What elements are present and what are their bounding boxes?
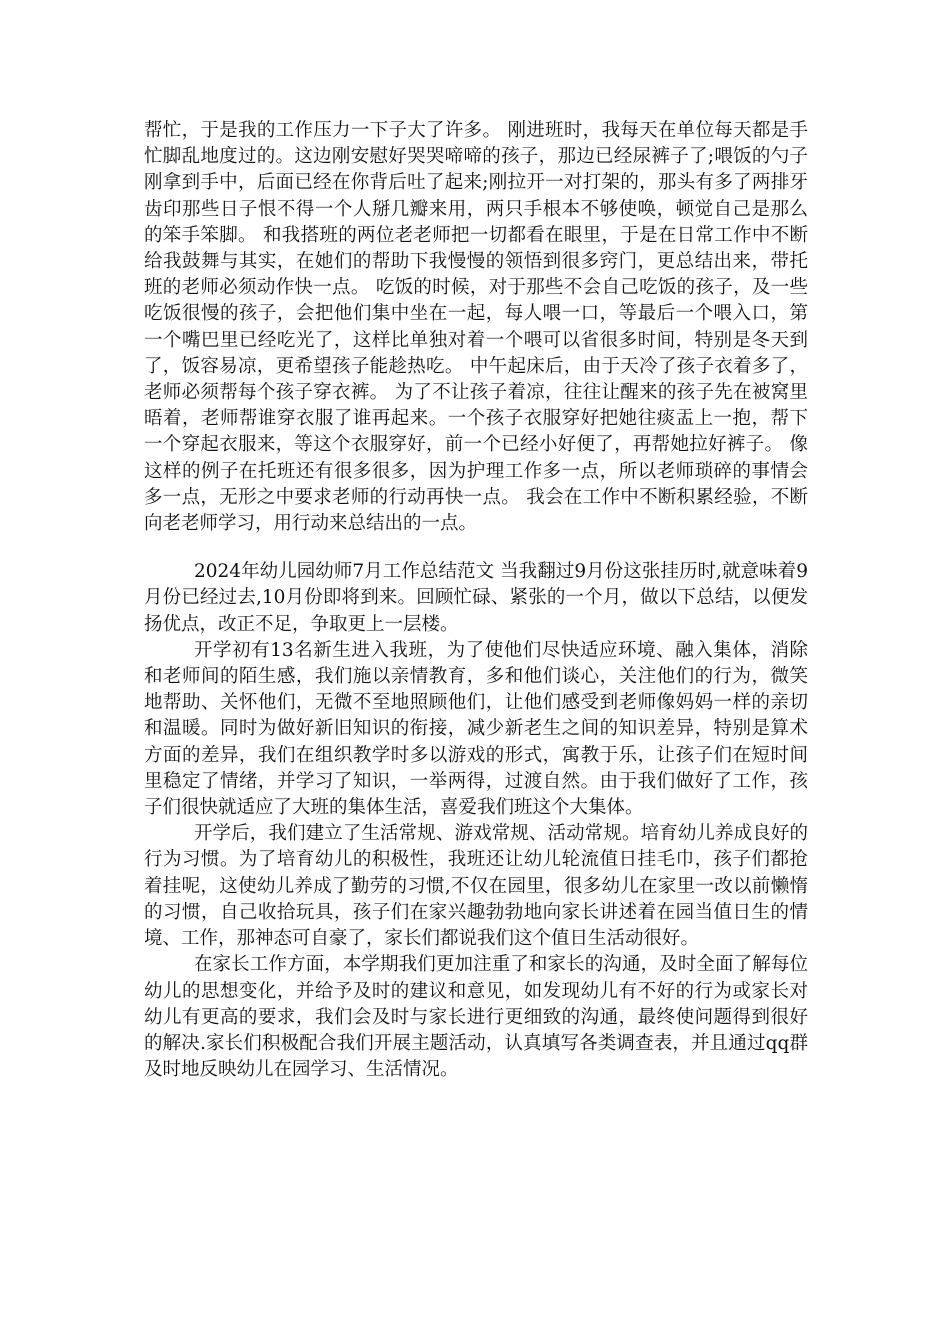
paragraph-summary-intro: 2024年幼儿园幼师7月工作总结范文 当我翻过9月份这张挂历时,就意味着9月份已经过去,10月份即将到来。回顾忙碌、紧张的一个月，做以下总结，以便发扬优点，改正不足，争取更上一层楼。 xyxy=(144,561,808,635)
paragraph-routines: 开学后，我们建立了生活常规、游戏常规、活动常规。培育幼儿养成良好的行为习惯。为了培育幼儿的积极性，我班还让幼儿轮流值日挂毛巾，孩子们都抢着挂呢，这使幼儿养成了勤劳的习惯,不仅在园里，很多幼儿在家里一改以前懒惰的习惯，自己收拾玩具，孩子们在家兴趣勃勃地向家长讲述着在园当值日生的情境、工作，那神态可自豪了，家长们都说我们这个值日生活动很好。 xyxy=(144,823,808,950)
paragraph-parent-work: 在家长工作方面，本学期我们更加注重了和家长的沟通，及时全面了解每位幼儿的思想变化，并给予及时的建议和意见，如发现幼儿有不好的行为或家长对幼儿有更高的要求，我们会及时与家长进行更细致的沟通，最终使问题得到很好的解决.家长们积极配合我们开展主题活动，认真填写各类调查表，并且通过qq群及时地反映幼儿在园学习、生活情况。 xyxy=(144,954,808,1081)
paragraph-continuation: 帮忙，于是我的工作压力一下子大了许多。 刚进班时，我每天在单位每天都是手忙脚乱地度过的。这边刚安慰好哭哭啼啼的孩子，那边已经尿裤子了;喂饭的勺子刚拿到手中，后面已经在你背后吐了起来;刚拉开一对打架的，那头有多了两排牙齿印那些日子恨不得一个人掰几瓣来用，两只手根本不够使唤，顿觉自己是那么的笨手笨脚。 和我搭班的两位老老师把一切都看在眼里，于是在日常工作中不断给我鼓舞与其实，在她们的帮助下我慢慢的领悟到很多窍门，更总结出来，带托班的老师必须动作快一点。 吃饭的时候，对于那些不会自己吃饭的孩子，及一些吃饭很慢的孩子，会把他们集中坐在一起，每人喂一口，等最后一个喂入口，第一个嘴巴里已经吃光了，这样比单独对着一个喂可以省很多时间，特别是冬天到了，饭容易凉，更希望孩子能趁热吃。 中午起床后，由于天冷了孩子衣着多了，老师必须帮每个孩子穿衣裤。 为了不让孩子着凉，往往让醒来的孩子先在被窝里晤着，老师帮谁穿衣服了谁再起来。一个孩子衣服穿好把她往痰盂上一抱，帮下一个穿起衣服来，等这个衣服穿好，前一个已经小好便了，再帮她拉好裤子。 像这样的例子在托班还有很多很多，因为护理工作多一点，所以老师琐碎的事情会多一点，无形之中要求老师的行动再快一点。 我会在工作中不断积累经验，不断向老老师学习，用行动来总结出的一点。 xyxy=(144,120,808,535)
document-body xyxy=(144,118,808,1083)
paragraph-new-students: 开学初有13名新生进入我班，为了使他们尽快适应环境、融入集体，消除和老师间的陌生感，我们施以亲情教育，多和他们谈心，关注他们的行为，微笑地帮助、关怀他们，无微不至地照顾他们，让他们感受到老师像妈妈一样的亲切和温暖。同时为做好新旧知识的衔接，减少新老生之间的知识差异，特别是算术方面的差异，我们在组织教学时多以游戏的形式，寓教于乐，让孩子们在短时间里稳定了情绪，并学习了知识，一举两得，过渡自然。由于我们做好了工作，孩子们很快就适应了大班的集体生活，喜爱我们班这个大集体。 xyxy=(144,639,808,819)
